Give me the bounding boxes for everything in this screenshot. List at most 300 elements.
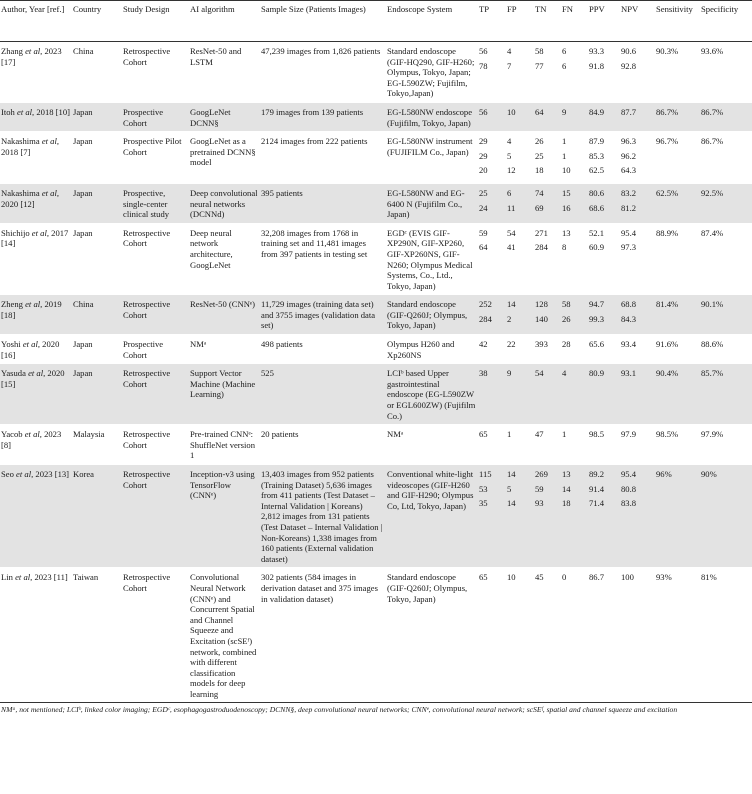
npv-value: 90.6 xyxy=(621,46,637,56)
author-year-ref: , 2020 [16] xyxy=(1,339,60,360)
author-etal: et al xyxy=(22,339,38,350)
specificity-cell: 90.1% xyxy=(700,295,752,335)
fn-cell xyxy=(561,295,588,335)
sample-size-cell: 11,729 images (training data set) and 3755 images (validation data set) xyxy=(260,295,386,335)
ai-algorithm-cell: Pre-trained CNNᵉ: ShuffleNet version 1 xyxy=(189,425,260,465)
fp-cell xyxy=(506,465,534,568)
author-name: Yacob xyxy=(1,429,25,440)
ppv-cell xyxy=(588,425,620,465)
sensitivity-cell: 96.7% xyxy=(655,132,700,184)
fp-value: 9 xyxy=(507,368,512,379)
tp-value: 35 xyxy=(479,498,488,509)
fn-value: 13 xyxy=(562,227,571,238)
author-cell xyxy=(0,132,72,184)
author-year-ref: , 2023 [17] xyxy=(1,46,62,67)
sensitivity-cell: 88.9% xyxy=(655,223,700,295)
author-etal: et al xyxy=(25,299,41,310)
table-row xyxy=(0,295,752,335)
fn-cell xyxy=(561,102,588,131)
ppv-value: 89.2 xyxy=(589,469,605,479)
specificity-cell: 85.7% xyxy=(700,364,752,425)
ppv-cell xyxy=(588,335,620,364)
npv-value: 87.7 xyxy=(621,106,637,117)
ppv-value: 94.7 xyxy=(589,299,605,310)
sample-size-cell: 395 patients xyxy=(260,183,386,223)
author-cell xyxy=(0,465,72,568)
fp-value: 5 xyxy=(507,483,512,494)
ai-algorithm-cell: Deep neural network architecture, GoogLeNet xyxy=(189,223,260,295)
ppv-value: 71.4 xyxy=(589,498,605,509)
sample-size-cell: 32,208 images from 1768 in training set and 11,481 images from 397 patients in testing set xyxy=(260,223,386,295)
tn-value: 74 xyxy=(535,187,544,198)
country-cell: China xyxy=(72,295,122,335)
tp-cell xyxy=(478,102,506,131)
author-name: Shichijo xyxy=(1,227,32,238)
ppv-cell xyxy=(588,132,620,184)
fp-value: 11 xyxy=(507,202,516,213)
npv-cell xyxy=(620,425,655,465)
table-header-row xyxy=(0,1,752,42)
fn-cell xyxy=(561,335,588,364)
author-cell xyxy=(0,42,72,103)
ai-algorithm-cell: ResNet-50 and LSTM xyxy=(189,42,260,103)
fp-cell xyxy=(506,364,534,425)
tn-cell xyxy=(534,183,561,223)
author-etal: et al xyxy=(41,136,57,147)
tp-value: 284 xyxy=(479,313,492,324)
npv-value: 95.4 xyxy=(621,227,637,238)
tp-cell xyxy=(478,132,506,184)
ppv-value: 60.9 xyxy=(589,242,605,253)
tp-value: 64 xyxy=(479,242,488,253)
study-design-cell: Retrospective Cohort xyxy=(122,223,189,295)
fp-value: 1 xyxy=(507,429,512,440)
sample-size-cell: 13,403 images from 952 patients (Training Dataset) 5,636 images from 411 patients (Test Dataset – Internal Validation | Koreans) 2,812 images from 131 patients (Test Dataset – Internal Validation | Non-Koreans) 1,338 images from 160 patients (External validation dataset) xyxy=(260,465,386,568)
fp-value: 54 xyxy=(507,227,516,238)
fp-value: 41 xyxy=(507,242,516,253)
endoscope-system-cell: EG-L580NW and EG-6400 N (Fujifilm Co., Japan) xyxy=(386,183,478,223)
specificity-cell: 86.7% xyxy=(700,102,752,131)
tp-value: 53 xyxy=(479,483,488,494)
sensitivity-cell: 91.6% xyxy=(655,335,700,364)
ai-algorithm-cell: GoogLeNet as a pretrained DCNN§ model xyxy=(189,132,260,184)
author-year-ref: , 2018 [7] xyxy=(1,136,60,157)
tp-value: 38 xyxy=(479,368,488,379)
table-row xyxy=(0,364,752,425)
fn-value: 28 xyxy=(562,339,571,350)
ppv-value: 86.7 xyxy=(589,572,605,583)
author-year-ref: , 2017 [14] xyxy=(1,227,69,249)
npv-value: 84.3 xyxy=(621,313,637,324)
author-name: Lin xyxy=(1,572,16,583)
npv-value: 95.4 xyxy=(621,469,637,479)
study-design-cell: Retrospective Cohort xyxy=(122,295,189,335)
tn-value: 26 xyxy=(535,136,544,147)
table-row xyxy=(0,465,752,568)
tn-cell xyxy=(534,465,561,568)
endoscope-system-cell: LCIᵇ based Upper gastrointestinal endoscope (EG-L590ZW or EGL600ZW) (Fujifilm Co.) xyxy=(386,364,478,425)
study-design-cell: Retrospective Cohort xyxy=(122,465,189,568)
fn-value: 0 xyxy=(562,572,567,583)
fn-value: 26 xyxy=(562,313,571,324)
author-etal: et al xyxy=(31,227,47,238)
header-tp: TP xyxy=(478,1,506,42)
tn-cell xyxy=(534,223,561,295)
author-name: Seo xyxy=(1,469,17,479)
ai-algorithm-cell: Convolutional Neural Network (CNNᵉ) and Concurrent Spatial and Channel Squeeze and Excitation (scSEᶠ) network, combined with different classification models for deep learning xyxy=(189,568,260,703)
study-design-cell: Prospective Pilot Cohort xyxy=(122,132,189,184)
sensitivity-cell: 86.7% xyxy=(655,102,700,131)
author-name: Yasuda xyxy=(1,368,29,379)
country-cell: Malaysia xyxy=(72,425,122,465)
fn-value: 18 xyxy=(562,498,571,509)
ppv-cell xyxy=(588,42,620,103)
study-design-cell: Retrospective Cohort xyxy=(122,568,189,703)
npv-value: 93.1 xyxy=(621,368,637,379)
author-year-ref: , 2020 [15] xyxy=(1,368,65,389)
fn-value: 1 xyxy=(562,136,567,147)
table-row xyxy=(0,42,752,103)
tn-value: 93 xyxy=(535,498,544,509)
author-year-ref: , 2023 [8] xyxy=(1,429,62,450)
sample-size-cell: 47,239 images from 1,826 patients xyxy=(260,42,386,103)
author-etal: et al xyxy=(41,187,57,198)
ppv-value: 80.6 xyxy=(589,187,605,198)
ppv-cell xyxy=(588,102,620,131)
header-sensitivity: Sensitivity xyxy=(655,1,700,42)
endoscope-system-cell: Conventional white-light videoscopes (GIF-H260 and GIF-H290; Olympus Co, Ltd, Tokyo, Japan) xyxy=(386,465,478,568)
npv-cell xyxy=(620,465,655,568)
tp-cell xyxy=(478,335,506,364)
tn-value: 69 xyxy=(535,202,544,213)
npv-value: 97.9 xyxy=(621,429,637,440)
table-row xyxy=(0,335,752,364)
endoscope-system-cell: Standard endoscope (GIF-Q260J; Olympus, Tokyo, Japan) xyxy=(386,295,478,335)
npv-value: 83.2 xyxy=(621,187,637,198)
tp-value: 25 xyxy=(479,187,488,198)
tn-cell xyxy=(534,568,561,703)
fn-value: 1 xyxy=(562,150,567,161)
npv-value: 92.8 xyxy=(621,60,637,71)
tn-value: 54 xyxy=(535,368,544,379)
npv-cell xyxy=(620,568,655,703)
author-etal: et al xyxy=(16,469,32,479)
fp-value: 4 xyxy=(507,46,512,56)
header-sample-size: Sample Size (Patients Images) xyxy=(260,1,386,42)
tp-value: 20 xyxy=(479,165,488,176)
npv-value: 96.2 xyxy=(621,150,637,161)
tn-cell xyxy=(534,335,561,364)
fn-value: 58 xyxy=(562,299,571,310)
fp-cell xyxy=(506,223,534,295)
table-body xyxy=(0,42,752,703)
tn-value: 128 xyxy=(535,299,548,310)
author-cell xyxy=(0,568,72,703)
specificity-cell: 88.6% xyxy=(700,335,752,364)
npv-cell xyxy=(620,42,655,103)
fp-value: 6 xyxy=(507,187,512,198)
tp-cell xyxy=(478,183,506,223)
endoscope-system-cell: Olympus H260 and Xp260NS xyxy=(386,335,478,364)
ppv-value: 65.6 xyxy=(589,339,605,350)
fp-value: 7 xyxy=(507,60,512,71)
ppv-cell xyxy=(588,295,620,335)
tp-cell xyxy=(478,295,506,335)
fp-value: 2 xyxy=(507,313,512,324)
fn-value: 10 xyxy=(562,165,571,176)
author-cell xyxy=(0,425,72,465)
author-cell xyxy=(0,295,72,335)
table-row xyxy=(0,425,752,465)
country-cell: Japan xyxy=(72,364,122,425)
header-specificity: Specificity xyxy=(700,1,752,42)
author-name: Itoh xyxy=(1,106,17,117)
header-ai-algorithm: AI algorithm xyxy=(189,1,260,42)
tp-value: 59 xyxy=(479,227,488,238)
tp-value: 29 xyxy=(479,150,488,161)
tp-value: 78 xyxy=(479,60,488,71)
specificity-cell: 92.5% xyxy=(700,183,752,223)
specificity-cell: 81% xyxy=(700,568,752,703)
header-study-design: Study Design xyxy=(122,1,189,42)
table-row xyxy=(0,183,752,223)
tn-value: 393 xyxy=(535,339,548,350)
sensitivity-cell: 93% xyxy=(655,568,700,703)
ppv-value: 93.3 xyxy=(589,46,605,56)
study-design-cell: Retrospective Cohort xyxy=(122,425,189,465)
ai-algorithm-cell: Support Vector Machine (Machine Learning) xyxy=(189,364,260,425)
ppv-value: 91.8 xyxy=(589,60,605,71)
fp-cell xyxy=(506,42,534,103)
ppv-cell xyxy=(588,183,620,223)
endoscope-system-cell: EG-L580NW instrument (FUJIFILM Co., Japan) xyxy=(386,132,478,184)
tp-cell xyxy=(478,568,506,703)
sample-size-cell: 525 xyxy=(260,364,386,425)
header-author: Author, Year [ref.] xyxy=(0,1,72,42)
npv-cell xyxy=(620,132,655,184)
tn-value: 77 xyxy=(535,60,544,71)
sample-size-cell: 498 patients xyxy=(260,335,386,364)
ppv-value: 80.9 xyxy=(589,368,605,379)
sample-size-cell: 179 images from 139 patients xyxy=(260,102,386,131)
ppv-cell xyxy=(588,568,620,703)
endoscope-system-cell: EG-L580NW endoscope (Fujifilm, Tokyo, Japan) xyxy=(386,102,478,131)
table-row xyxy=(0,132,752,184)
author-cell xyxy=(0,223,72,295)
tp-value: 115 xyxy=(479,469,492,479)
fn-value: 1 xyxy=(562,429,567,440)
fn-value: 15 xyxy=(562,187,571,198)
author-year-ref: , 2018 [10] xyxy=(32,106,70,117)
tn-value: 59 xyxy=(535,483,544,494)
ppv-value: 84.9 xyxy=(589,106,605,117)
author-cell xyxy=(0,183,72,223)
specificity-cell: 93.6% xyxy=(700,42,752,103)
author-etal: et al xyxy=(28,368,44,379)
npv-cell xyxy=(620,364,655,425)
npv-cell xyxy=(620,183,655,223)
fp-cell xyxy=(506,335,534,364)
tp-value: 29 xyxy=(479,136,488,147)
author-etal: et al xyxy=(25,46,41,56)
tn-value: 140 xyxy=(535,313,548,324)
npv-value: 81.2 xyxy=(621,202,637,213)
tp-value: 56 xyxy=(479,46,488,56)
tp-value: 42 xyxy=(479,339,488,350)
ppv-value: 68.6 xyxy=(589,202,605,213)
npv-value: 83.8 xyxy=(621,498,637,509)
fn-cell xyxy=(561,183,588,223)
fp-value: 5 xyxy=(507,150,512,161)
sensitivity-cell: 90.3% xyxy=(655,42,700,103)
country-cell: Japan xyxy=(72,183,122,223)
npv-value: 96.3 xyxy=(621,136,637,147)
npv-cell xyxy=(620,335,655,364)
author-year-ref: , 2023 [11] xyxy=(30,572,68,583)
country-cell: Japan xyxy=(72,335,122,364)
npv-cell xyxy=(620,223,655,295)
ppv-value: 91.4 xyxy=(589,483,605,494)
tn-value: 45 xyxy=(535,572,544,583)
endoscope-system-cell: Standard endoscope (GIF-HQ290, GIF-H260; Olympus, Tokyo, Japan; EG-L590ZW; Fujifilm, Tokyo,Japan) xyxy=(386,42,478,103)
tn-cell xyxy=(534,102,561,131)
author-cell xyxy=(0,364,72,425)
author-etal: et al xyxy=(24,429,40,440)
fp-cell xyxy=(506,102,534,131)
author-cell xyxy=(0,102,72,131)
table-row xyxy=(0,568,752,703)
sensitivity-cell: 62.5% xyxy=(655,183,700,223)
sensitivity-cell: 98.5% xyxy=(655,425,700,465)
ppv-cell xyxy=(588,364,620,425)
tp-value: 252 xyxy=(479,299,492,310)
tn-value: 271 xyxy=(535,227,548,238)
table-row xyxy=(0,223,752,295)
ppv-cell xyxy=(588,465,620,568)
ai-algorithm-cell: GoogLeNet DCNN§ xyxy=(189,102,260,131)
tp-cell xyxy=(478,42,506,103)
fn-value: 6 xyxy=(562,60,567,71)
study-design-cell: Retrospective Cohort xyxy=(122,42,189,103)
ppv-value: 52.1 xyxy=(589,227,605,238)
study-design-cell: Prospective Cohort xyxy=(122,335,189,364)
specificity-cell: 90% xyxy=(700,465,752,568)
fp-value: 14 xyxy=(507,299,516,310)
fp-cell xyxy=(506,425,534,465)
fp-value: 12 xyxy=(507,165,516,176)
study-design-cell: Prospective, single-center clinical study xyxy=(122,183,189,223)
author-etal: et al xyxy=(15,572,31,583)
ppv-value: 98.5 xyxy=(589,429,605,440)
fp-value: 22 xyxy=(507,339,516,350)
specificity-cell: 87.4% xyxy=(700,223,752,295)
tp-cell xyxy=(478,364,506,425)
tp-value: 24 xyxy=(479,202,488,213)
npv-value: 68.8 xyxy=(621,299,637,310)
tn-cell xyxy=(534,364,561,425)
header-country: Country xyxy=(72,1,122,42)
author-year-ref: , 2023 [13] xyxy=(31,469,70,479)
header-tn: TN xyxy=(534,1,561,42)
ppv-value: 87.9 xyxy=(589,136,605,147)
fn-value: 16 xyxy=(562,202,571,213)
specificity-cell: 86.7% xyxy=(700,132,752,184)
npv-value: 97.3 xyxy=(621,242,637,253)
fn-cell xyxy=(561,132,588,184)
fp-value: 14 xyxy=(507,498,516,509)
ai-algorithm-cell: NMᵃ xyxy=(189,335,260,364)
fn-value: 14 xyxy=(562,483,571,494)
author-name: Yoshi xyxy=(1,339,23,350)
tn-cell xyxy=(534,425,561,465)
country-cell: Taiwan xyxy=(72,568,122,703)
study-design-cell: Retrospective Cohort xyxy=(122,364,189,425)
npv-value: 93.4 xyxy=(621,339,637,350)
ppv-value: 85.3 xyxy=(589,150,605,161)
ppv-cell xyxy=(588,223,620,295)
tp-value: 65 xyxy=(479,572,488,583)
tn-value: 47 xyxy=(535,429,544,440)
npv-cell xyxy=(620,295,655,335)
sensitivity-cell: 81.4% xyxy=(655,295,700,335)
header-fp: FP xyxy=(506,1,534,42)
author-year-ref: , 2019 [18] xyxy=(1,299,62,320)
ai-algorithm-cell: ResNet-50 (CNNᵉ) xyxy=(189,295,260,335)
sample-size-cell: 20 patients xyxy=(260,425,386,465)
ppv-value: 99.3 xyxy=(589,313,605,324)
table-footnote: NMᵃ, not mentioned; LCIᵇ, linked color imaging; EGDᶜ, esophagogastroduodenoscopy; DCNN§, deep convolutional neural networks; CNNᵉ, convolutional neural network; scSEᶠ, spatial and channel squeeze and excitation xyxy=(1,705,678,715)
tp-cell xyxy=(478,465,506,568)
fn-cell xyxy=(561,364,588,425)
ai-algorithm-cell: Inception-v3 using TensorFlow (CNNᵉ) xyxy=(189,465,260,568)
tn-value: 25 xyxy=(535,150,544,161)
author-name: Zheng xyxy=(1,299,26,310)
fn-cell xyxy=(561,425,588,465)
country-cell: Japan xyxy=(72,132,122,184)
fn-cell xyxy=(561,465,588,568)
sensitivity-cell: 96% xyxy=(655,465,700,568)
specificity-cell: 97.9% xyxy=(700,425,752,465)
npv-cell xyxy=(620,102,655,131)
study-design-cell: Prospective Cohort xyxy=(122,102,189,131)
author-cell xyxy=(0,335,72,364)
tn-cell xyxy=(534,132,561,184)
header-endoscope-system: Endoscope System xyxy=(386,1,478,42)
sample-size-cell: 302 patients (584 images in derivation dataset and 375 images in validation dataset) xyxy=(260,568,386,703)
sensitivity-cell: 90.4% xyxy=(655,364,700,425)
tp-cell xyxy=(478,425,506,465)
fn-cell xyxy=(561,42,588,103)
header-ppv: PPV xyxy=(588,1,620,42)
tp-cell xyxy=(478,223,506,295)
author-name: Nakashima xyxy=(1,136,42,147)
author-year-ref: , 2020 [12] xyxy=(1,187,60,209)
npv-value: 80.8 xyxy=(621,483,637,494)
tn-value: 269 xyxy=(535,469,548,479)
fn-value: 4 xyxy=(562,368,567,379)
country-cell: Japan xyxy=(72,223,122,295)
table-row xyxy=(0,102,752,131)
fn-value: 8 xyxy=(562,242,567,253)
author-name: Nakashima xyxy=(1,187,42,198)
fp-cell xyxy=(506,295,534,335)
fn-cell xyxy=(561,223,588,295)
fn-cell xyxy=(561,568,588,703)
ai-algorithm-cell: Deep convolutional neural networks (DCNNd) xyxy=(189,183,260,223)
fp-cell xyxy=(506,132,534,184)
author-etal: et al xyxy=(17,106,33,117)
sample-size-cell: 2124 images from 222 patients xyxy=(260,132,386,184)
